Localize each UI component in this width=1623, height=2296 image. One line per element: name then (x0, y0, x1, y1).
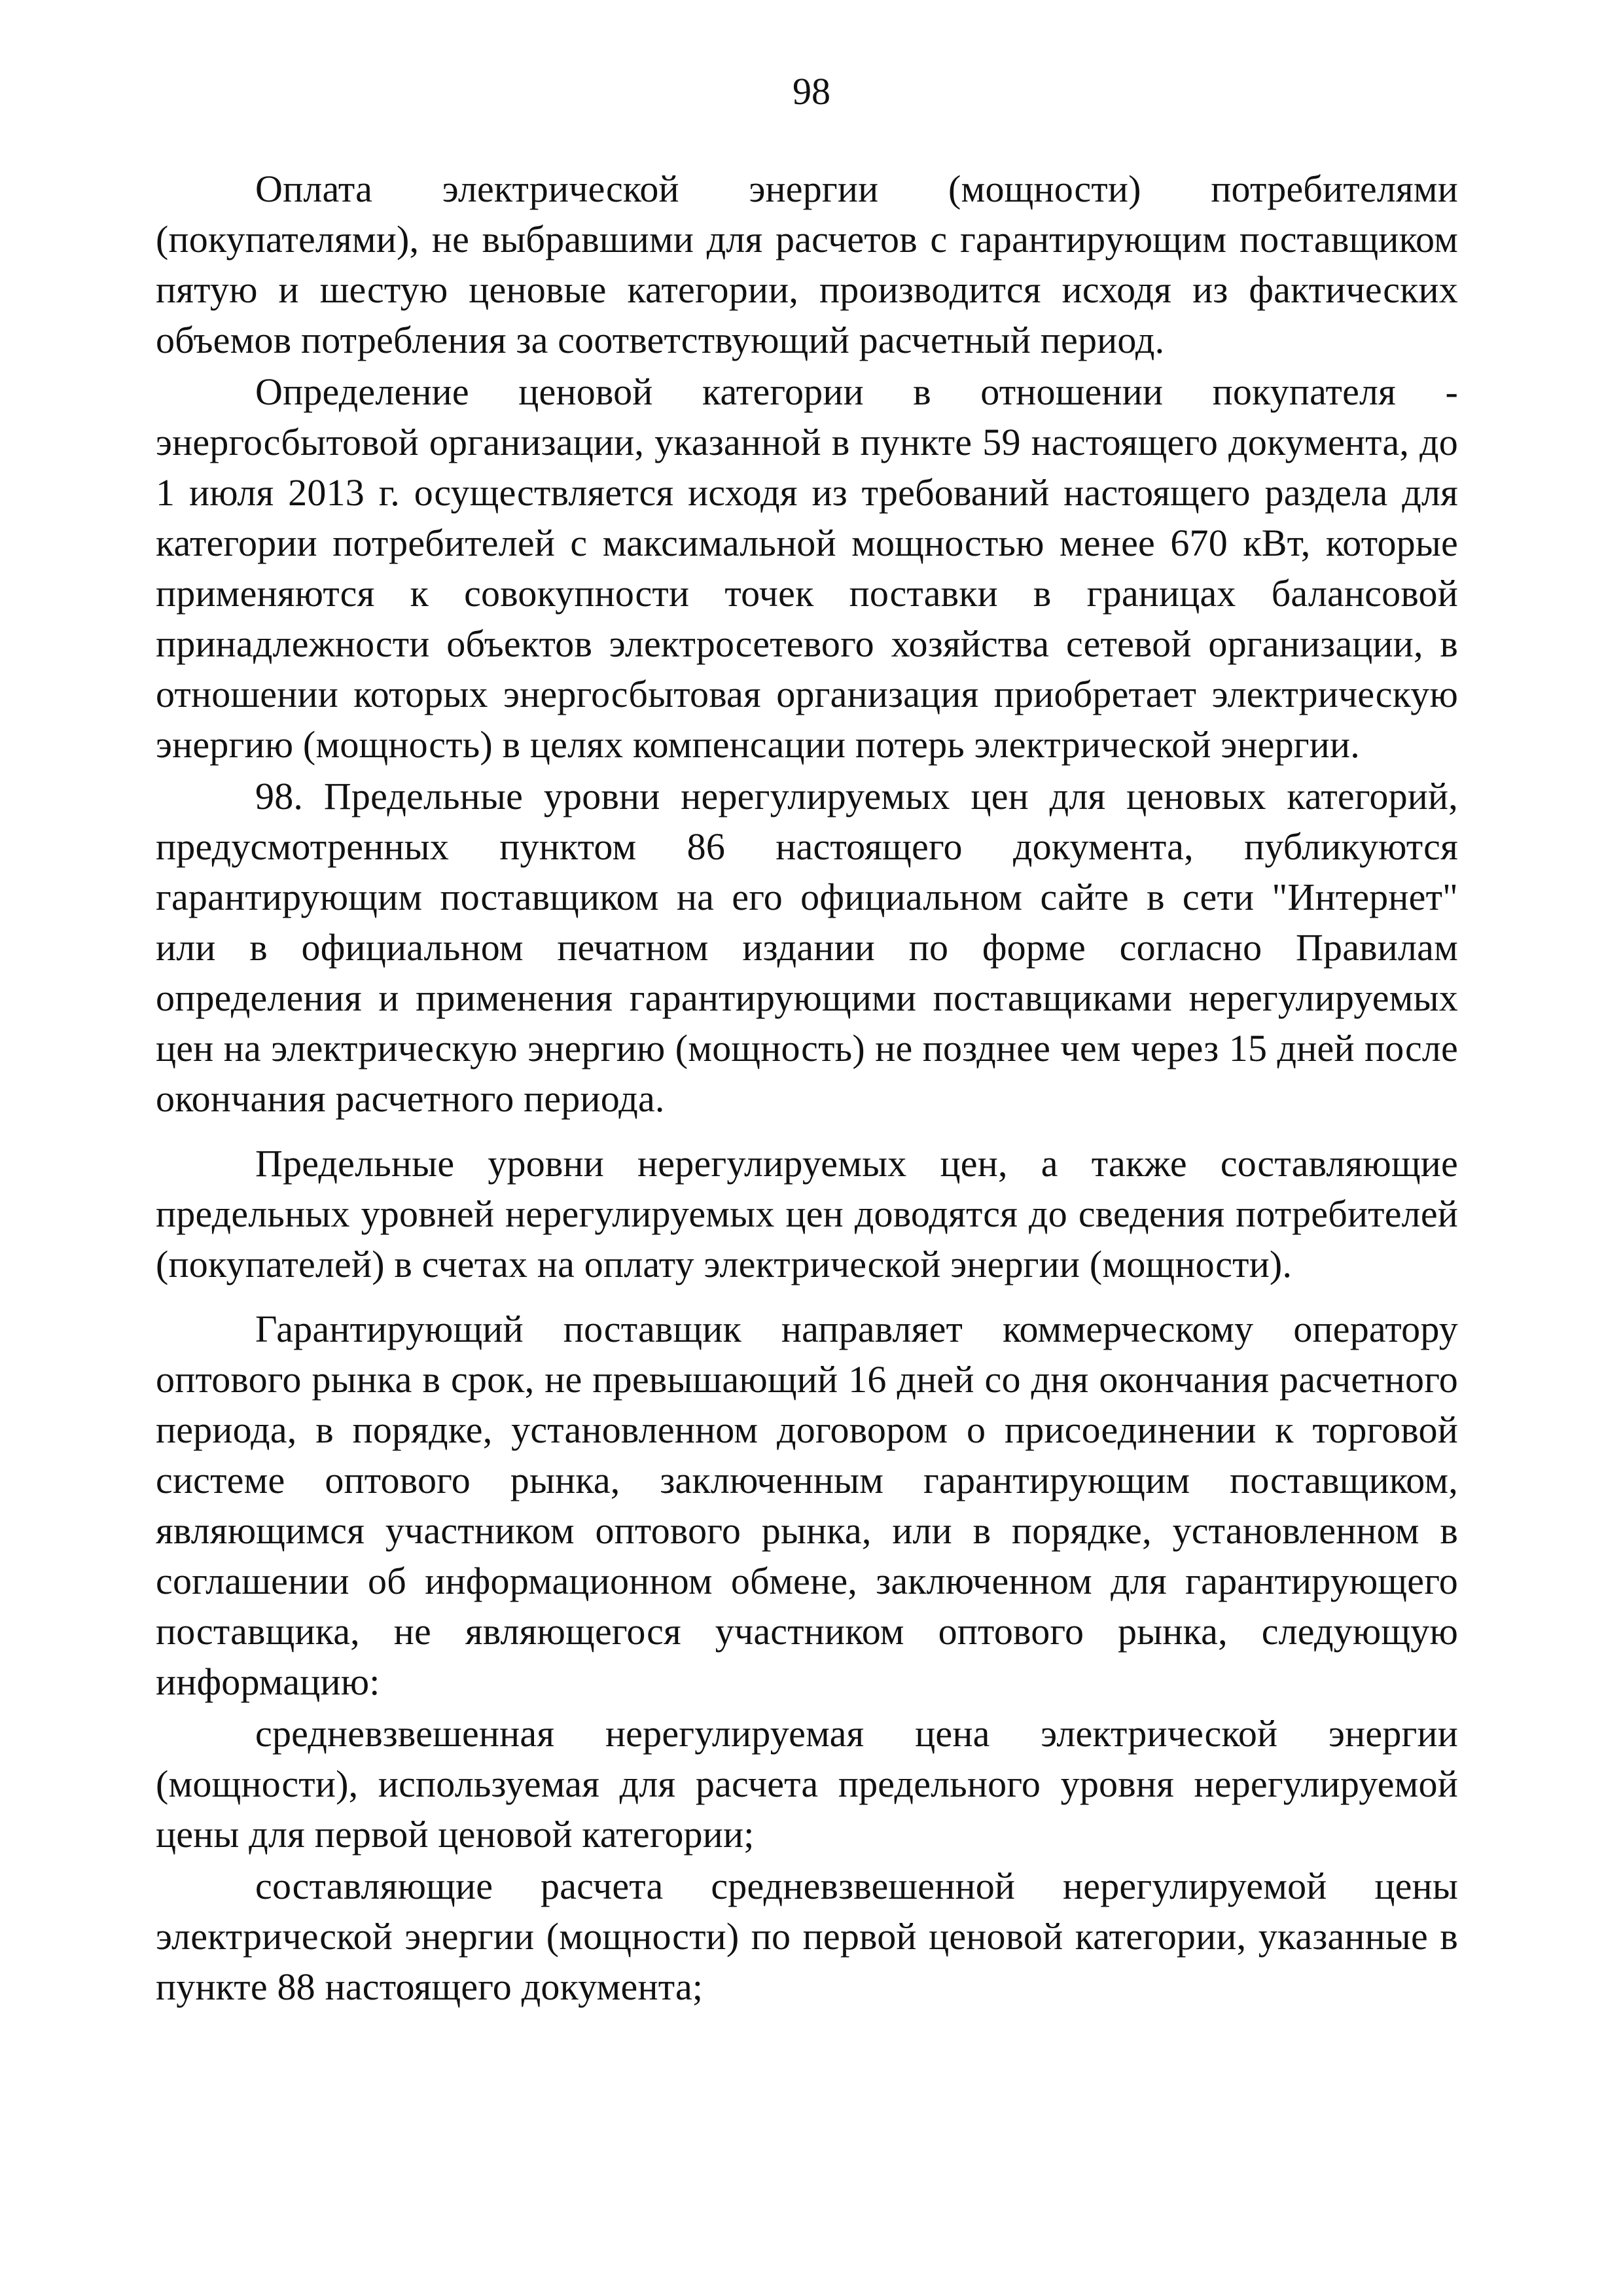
list-item-price-components: составляющие расчета средневзвешенной нерегулируемой цены электрической энергии (мощности) по первой ценовой категории, указанные в пункте 88 настоящего документа; (156, 1865, 1458, 2008)
page-number: 98 (793, 70, 830, 113)
paragraph-supplier-obligations: Гарантирующий поставщик направляет коммерческому оператору оптового рынка в срок, не превышающий 16 дней со дня окончания расчетного периода, в порядке, установленном договором о присоединении к торговой системе оптового рынка, заключенным гарантирующим поставщиком, являющимся участником оптового рынка, или в порядке, установленном в соглашении об информационном обмене, заключенном для гарантирующего поставщика, не являющегося участником оптового рынка, следующую информацию: (156, 1308, 1458, 1703)
paragraph-payment: Оплата электрической энергии (мощности) потребителями (покупателями), не выбравшими для расчетов с гарантирующим поставщиком пятую и шестую ценовые категории, производится исходя из фактических объемов потребления за соответствующий расчетный период. (156, 168, 1458, 361)
paragraph-price-levels-notice: Предельные уровни нерегулируемых цен, а также составляющие предельных уровней нерегулируемых цен доводятся до сведения потребителей (покупателей) в счетах на оплату электрической энергии (мощности). (156, 1142, 1458, 1285)
list-item-weighted-price: средневзвешенная нерегулируемая цена электрической энергии (мощности), используемая для расчета предельного уровня нерегулируемой цены для первой ценовой категории; (156, 1712, 1458, 1856)
document-body (156, 164, 1458, 2012)
paragraph-item-98: 98. Предельные уровни нерегулируемых цен для ценовых категорий, предусмотренных пунктом 86 настоящего документа, публикуются гарантирующим поставщиком на его официальном сайте в сети "Интернет" или в официальном печатном издании по форме согласно Правилам определения и применения гарантирующими поставщиками нерегулируемых цен на электрическую энергию (мощность) не позднее чем через 15 дней после окончания расчетного периода. (156, 775, 1458, 1120)
paragraph-price-category-definition: Определение ценовой категории в отношении покупателя - энергосбытовой организации, указанной в пункте 59 настоящего документа, до 1 июля 2013 г. осуществляется исходя из требований настоящего раздела для категории потребителей с максимальной мощностью менее 670 кВт, которые применяются к совокупности точек поставки в границах балансовой принадлежности объектов электросетевого хозяйства сетевой организации, в отношении которых энергосбытовая организация приобретает электрическую энергию (мощность) в целях компенсации потерь электрической энергии. (156, 370, 1458, 766)
